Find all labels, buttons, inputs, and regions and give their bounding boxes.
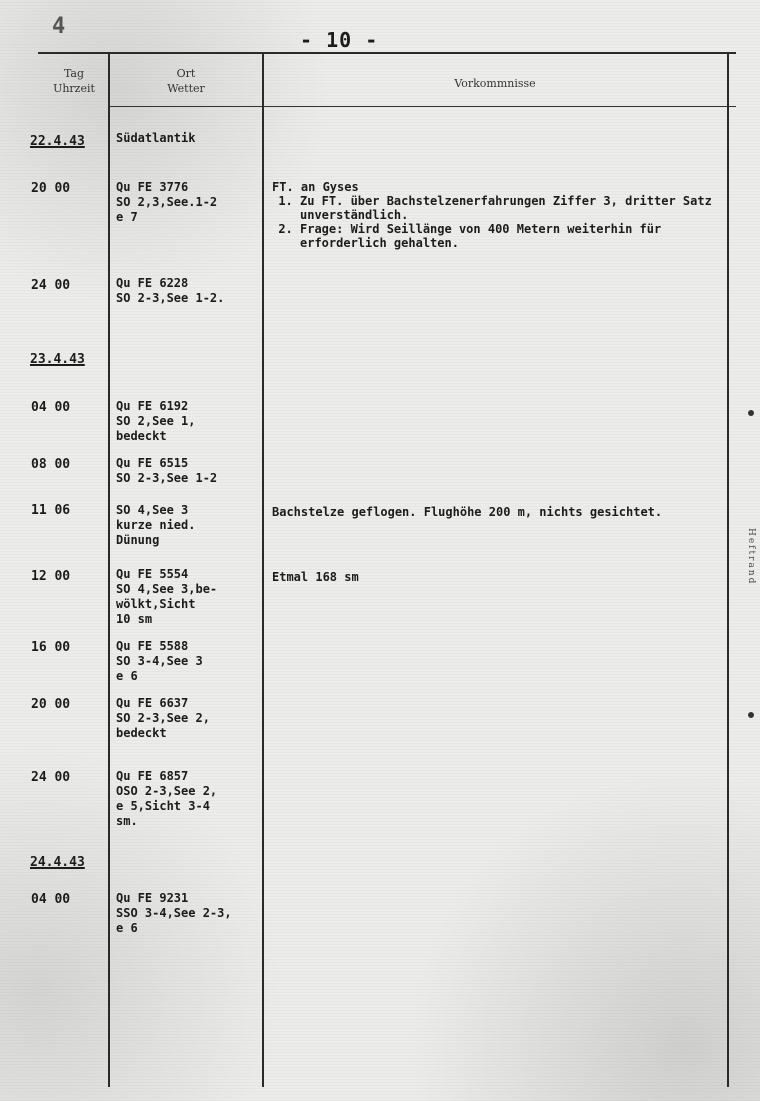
corner-mark: 4 (52, 14, 66, 39)
column-divider-1 (108, 52, 110, 1087)
list-item: 2. Frage: Wird Seillänge von 400 Metern weiterhin für erforderlich gehalten. (300, 222, 732, 250)
column-header-ort-line2: Wetter (167, 82, 205, 95)
page-number: - 10 - (300, 28, 379, 52)
entry-time: 20 00 (31, 697, 71, 712)
ft-heading: FT. an Gyses (272, 180, 359, 194)
entry-time: 12 00 (31, 569, 71, 584)
table-header-rule (108, 106, 736, 107)
punch-hole-mark (748, 410, 754, 416)
entry-ort: Qu FE 6192 SO 2,See 1, bedeckt (116, 399, 196, 443)
entry-vorkommnisse: Etmal 168 sm (272, 570, 359, 584)
entry-time: 20 00 (31, 181, 71, 196)
entry-ort: Qu FE 9231 SSO 3-4,See 2-3, e 6 (116, 891, 232, 935)
entry-ort: Qu FE 6857 OSO 2-3,See 2, e 5,Sicht 3-4 sm. (116, 769, 218, 828)
entry-ort: SO 4,See 3 kurze nied. Dünung (116, 503, 196, 547)
column-header-ort (110, 66, 262, 96)
entry-vorkommnisse: Bachstelze geflogen. Flughöhe 200 m, nichts gesichtet. (272, 505, 663, 519)
margin-label: Heftrand (746, 528, 756, 586)
entry-time: 04 00 (31, 400, 71, 415)
list-item: 1. Zu FT. über Bachstelzenerfahrungen Ziffer 3, dritter Satz unverständlich. (300, 194, 732, 222)
column-header-tag (40, 66, 108, 96)
column-header-ort-line1: Ort (176, 67, 196, 80)
column-header-vorkommnisse: Vorkommnisse (454, 77, 536, 90)
entry-time: 08 00 (31, 457, 71, 472)
entry-ort: Qu FE 5554 SO 4,See 3,be- wölkt,Sicht 10 sm (116, 567, 218, 626)
entry-vorkommnisse (272, 180, 732, 250)
table-top-rule (38, 52, 736, 54)
entry-ort: Qu FE 6228 SO 2-3,See 1-2. (116, 276, 225, 305)
entry-date: 24.4.43 (30, 855, 85, 870)
entry-time: 11 06 (31, 503, 71, 518)
entry-ort: Qu FE 6515 SO 2-3,See 1-2 (116, 456, 218, 485)
column-header-tag-line2: Uhrzeit (53, 82, 95, 95)
entry-ort: Südatlantik (116, 131, 196, 145)
entry-ort: Qu FE 5588 SO 3-4,See 3 e 6 (116, 639, 203, 683)
entry-ort: Qu FE 6637 SO 2-3,See 2, bedeckt (116, 696, 210, 740)
column-header-tag-line1: Tag (63, 67, 85, 80)
entry-time: 24 00 (31, 278, 71, 293)
entry-time: 04 00 (31, 892, 71, 907)
entry-ort: Qu FE 3776 SO 2,3,See.1-2 e 7 (116, 180, 218, 224)
punch-hole-mark (748, 712, 754, 718)
entry-time: 16 00 (31, 640, 71, 655)
entry-date: 23.4.43 (30, 352, 85, 367)
entry-time: 24 00 (31, 770, 71, 785)
entry-date: 22.4.43 (30, 134, 85, 149)
ft-list (272, 194, 732, 250)
